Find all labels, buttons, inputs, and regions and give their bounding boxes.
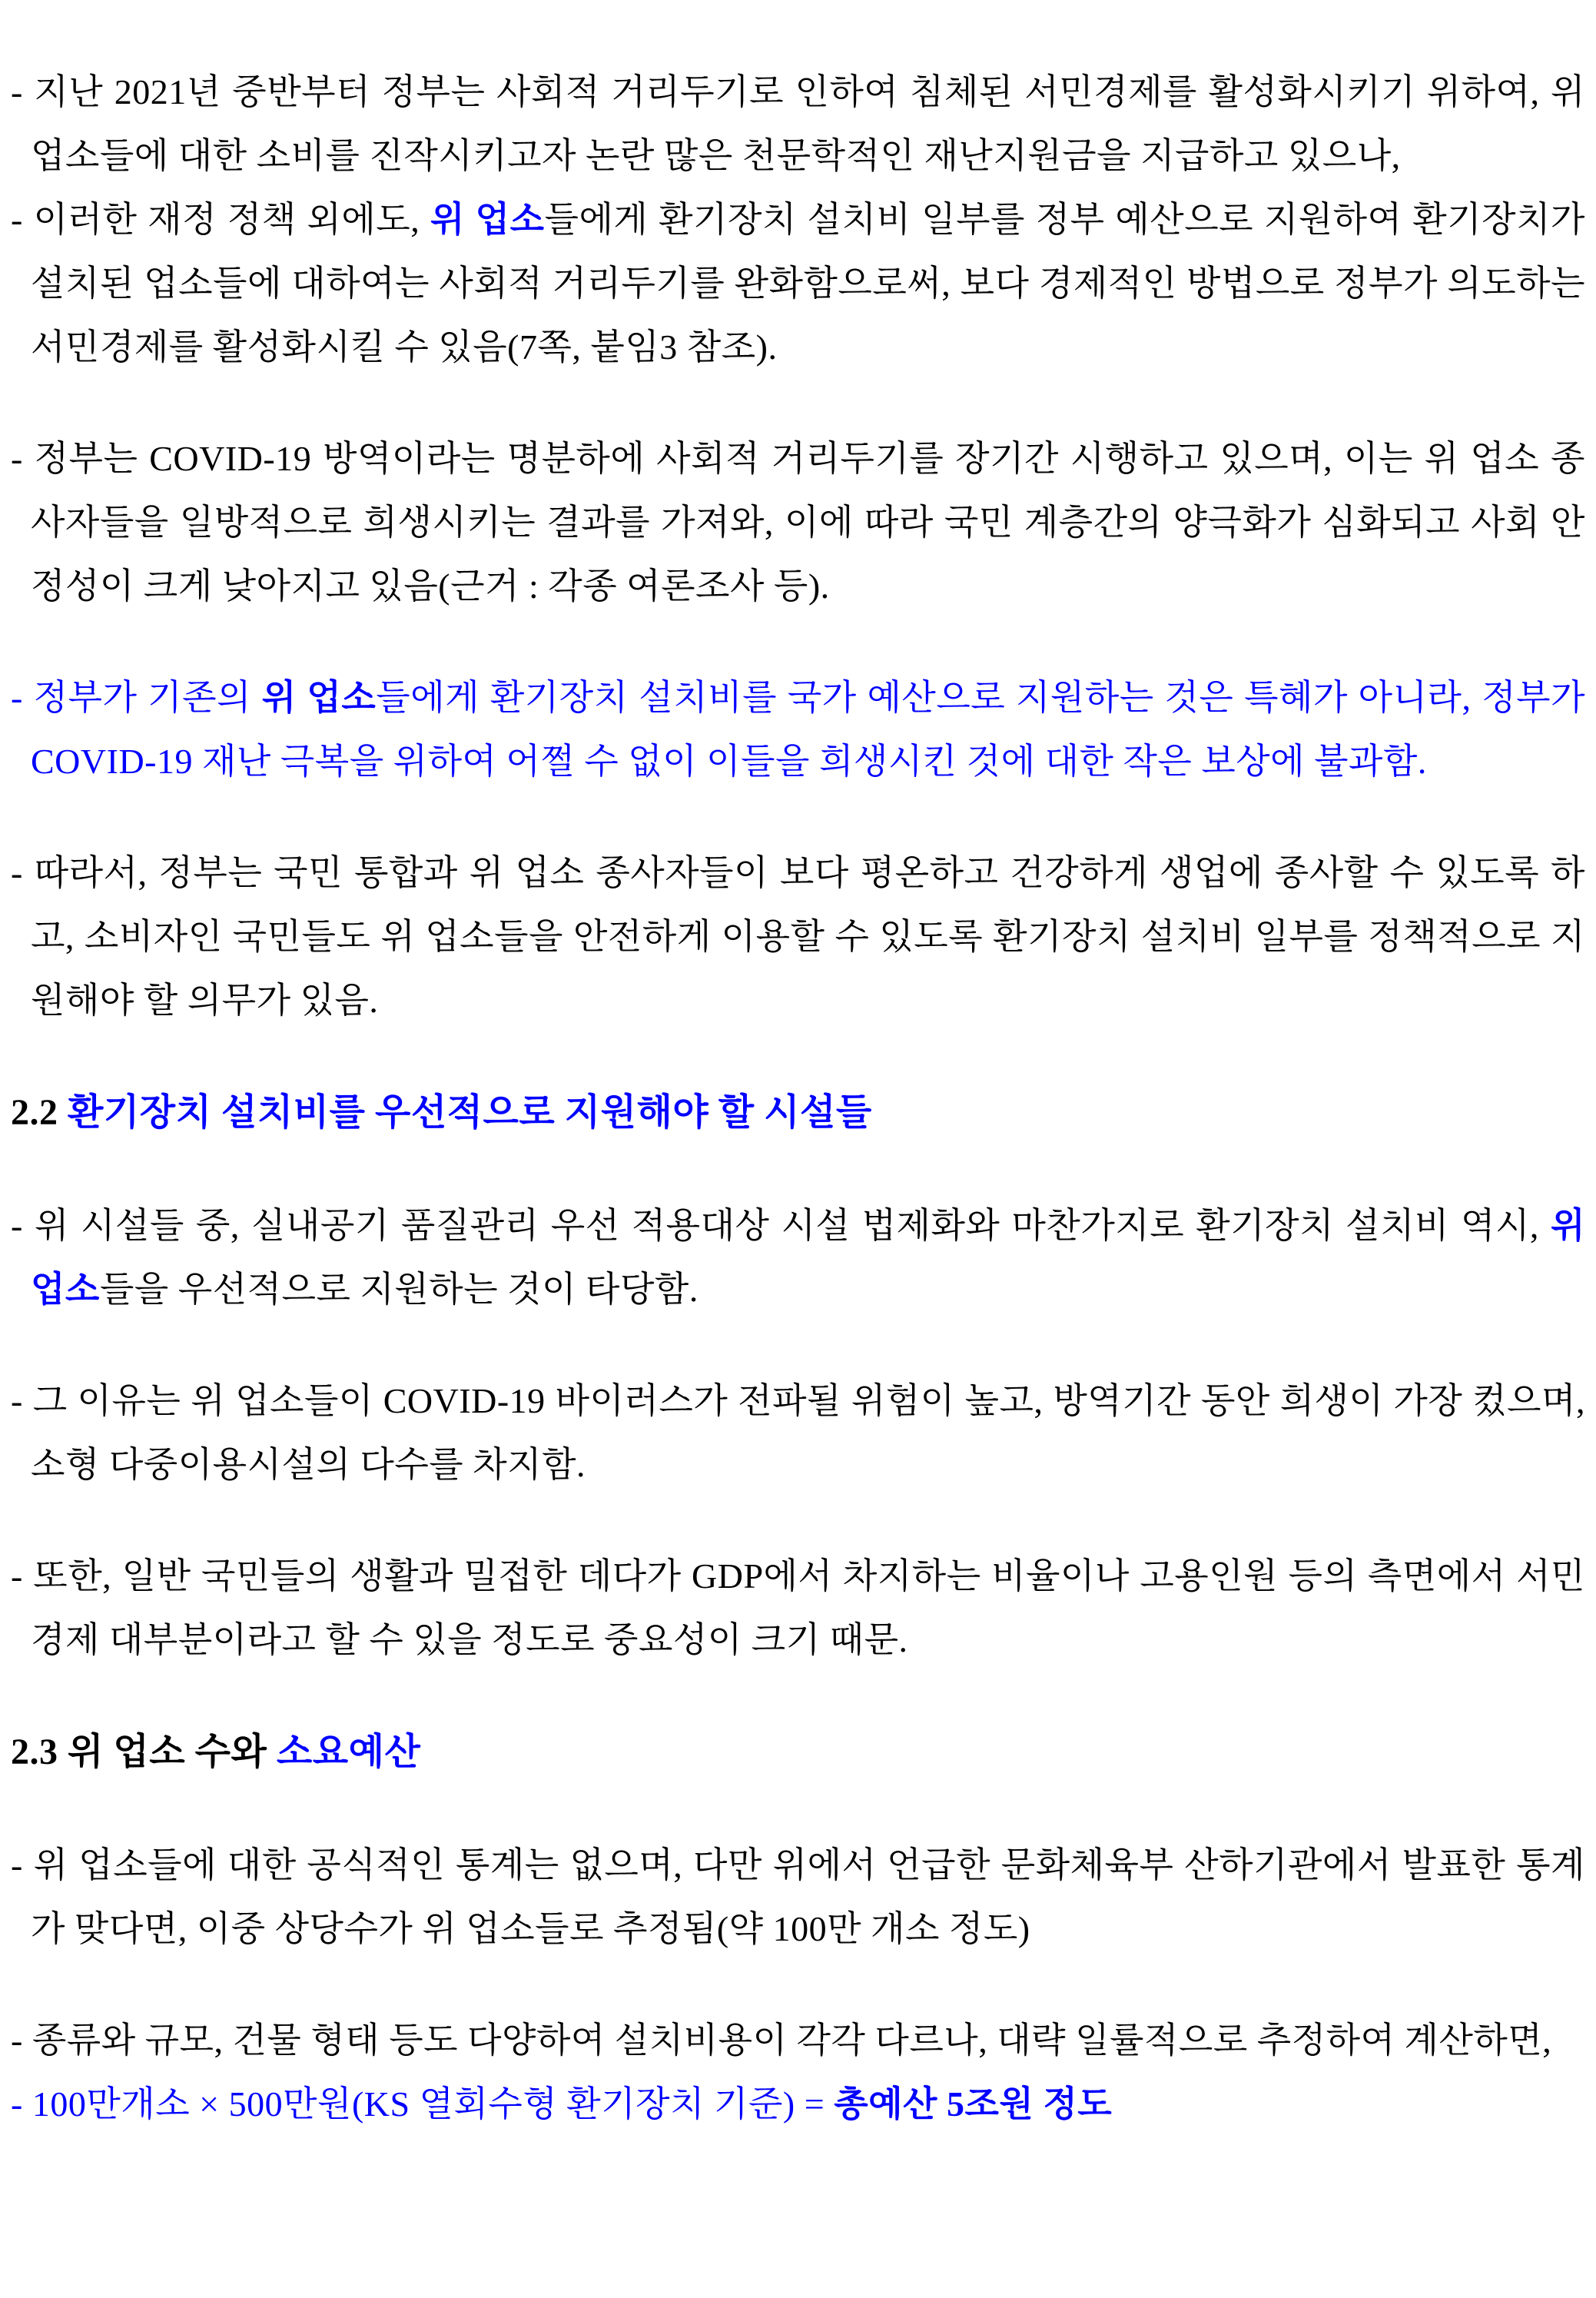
text-segment: - 100만개소 × 500만원(KS 열회수형 환기장치 기준) = [11,2084,834,2124]
section-heading-2-2 [11,1080,1585,1146]
para-disaster-subsidy [11,60,1585,188]
text-segment: 환기장치 설치비를 우선적으로 지원해야 할 시설들 [68,1092,872,1133]
para-gdp-importance [11,1544,1585,1672]
para-priority-facilities [11,1194,1585,1321]
text-segment: - 정부는 COVID-19 방역이라는 명분하에 사회적 거리두기를 장기간 시행하고 있으며, 이는 위 업소 종사자들을 일방적으로 희생시키는 결과를 가져와, 이에 따라 국민 계층간의 양극화가 심화되고 사회 안정성이 크게 낮아지고 있음(근거 : 각종 여론조사 등). [11,439,1585,606]
text-segment: 들에게 환기장치 설치비 일부를 정부 예산으로 지원하여 환기장치가 설치된 업소들에 대하여는 사회적 거리두기를 완화함으로써, 보다 경제적인 방법으로 정부가 의도하는 서민경제를 활성화시킬 수 있음(7쪽, 붙임3 참조). [31,200,1585,367]
text-segment: - 정부가 기존의 [11,678,262,717]
para-government-obligation [11,841,1585,1032]
para-statistics-estimate [11,1833,1585,1961]
text-segment: 들에게 환기장치 설치비를 국가 예산으로 지원하는 것은 특혜가 아니라, 정부가 COVID-19 재난 극복을 위하여 어쩔 수 없이 이들을 희생시킨 것에 대한 작은 보상에 불과함. [31,678,1586,781]
para-covid-distancing-sacrifice [11,427,1585,618]
text-segment: - 그 이유는 위 업소들이 COVID-19 바이러스가 전파될 위험이 높고, 방역기간 동안 희생이 가장 컸으며, 소형 다중이용시설의 다수를 차지함. [11,1381,1585,1484]
text-segment: - 이러한 재정 정책 외에도, [11,200,430,239]
para-cost-variation [11,2008,1585,2072]
text-segment: 들을 우선적으로 지원하는 것이 타당함. [99,1270,698,1309]
text-segment: - 따라서, 정부는 국민 통합과 위 업소 종사자들이 보다 평온하고 건강하게 생업에 종사할 수 있도록 하고, 소비자인 국민들도 위 업소들을 안전하게 이용할 수 있도록 환기장치 설치비 일부를 정책적으로 지원해야 할 의무가 있음. [11,853,1585,1020]
text-segment: - 위 업소들에 대한 공식적인 통계는 없으며, 다만 위에서 언급한 문화체육부 산하기관에서 발표한 통계가 맞다면, 이중 상당수가 위 업소들로 추정됨(약 100만 개소 정도) [11,1845,1585,1948]
text-segment: 위 업소 [261,678,377,717]
para-total-budget-calculation [11,2072,1585,2136]
text-segment: 2.3 위 업소 수와 [11,1732,277,1772]
text-segment: 소요예산 [276,1732,421,1772]
para-ventilation-support-policy [11,188,1585,379]
section-heading-2-3 [11,1719,1585,1785]
text-segment: - 지난 2021년 중반부터 정부는 사회적 거리두기로 인하여 침체된 서민경제를 활성화시키기 위하여, 위 업소들에 대한 소비를 진작시키고자 논란 많은 천문학적인 재난지원금을 지급하고 있으나, [11,72,1585,175]
para-reason-infection-risk [11,1369,1585,1496]
text-segment: 위 업소 [430,200,545,239]
text-segment: - 종류와 규모, 건물 형태 등도 다양하여 설치비용이 각각 다르나, 대략 일률적으로 추정하여 계산하면, [11,2021,1552,2060]
text-segment: 위 업소 [31,1206,1585,1309]
text-segment: 2.2 [11,1092,68,1133]
para-compensation-not-privilege [11,666,1585,793]
text-segment: - 위 시설들 중, 실내공기 품질관리 우선 적용대상 시설 법제화와 마찬가지로 환기장치 설치비 역시, [11,1206,1551,1245]
text-segment: - 또한, 일반 국민들의 생활과 밀접한 데다가 GDP에서 차지하는 비율이나 고용인원 등의 측면에서 서민 경제 대부분이라고 할 수 있을 정도로 중요성이 크기 때문. [11,1556,1585,1659]
text-segment: 총예산 5조원 정도 [834,2084,1113,2124]
